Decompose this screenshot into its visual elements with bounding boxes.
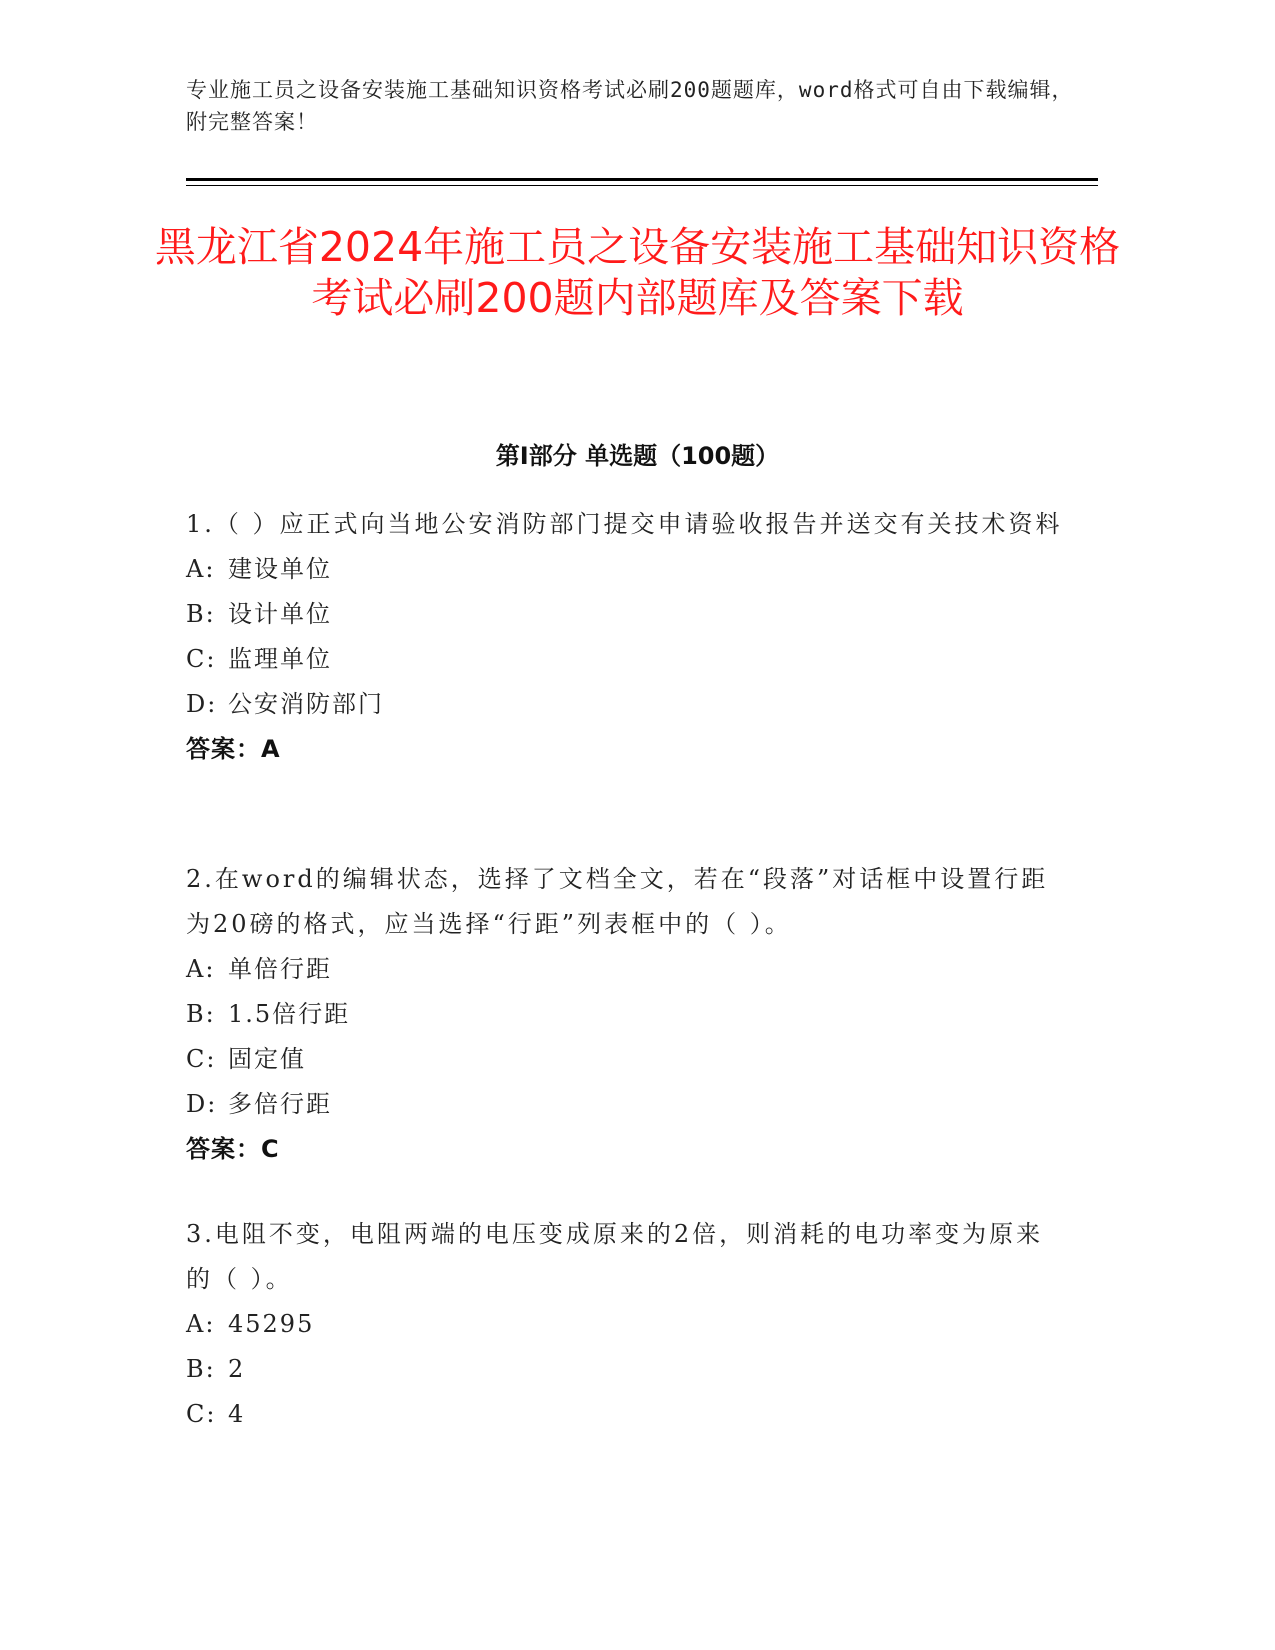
option-letter: D: [186, 690, 218, 718]
option-a [186, 947, 1066, 992]
option-c [186, 637, 1066, 682]
option-text: 多倍行距 [228, 1090, 332, 1118]
option-letter: A: [186, 955, 216, 983]
option-letter: D: [186, 1090, 218, 1118]
option-d [186, 682, 1066, 727]
option-text: 单倍行距 [228, 955, 332, 983]
option-a [186, 547, 1066, 592]
option-letter: B: [186, 1355, 216, 1383]
question-stem: 2.在word的编辑状态，选择了文档全文，若在“段落”对话框中设置行距为20磅的格式，应当选择“行距”列表框中的（ ）。 [186, 865, 1049, 938]
option-letter: C: [186, 1400, 217, 1428]
answer-line: 答案：A [186, 735, 281, 763]
option-b [186, 1347, 1066, 1392]
option-text: 公安消防部门 [228, 690, 384, 718]
option-d [186, 1082, 1066, 1127]
option-text: 监理单位 [228, 645, 332, 673]
option-b [186, 992, 1066, 1037]
option-letter: C: [186, 1045, 217, 1073]
option-text: 4 [228, 1400, 246, 1428]
header-rule-thin [186, 185, 1098, 186]
option-text: 固定值 [228, 1045, 306, 1073]
answer-line: 答案：C [186, 1135, 280, 1163]
option-letter: C: [186, 645, 217, 673]
question-3 [186, 1212, 1066, 1437]
option-text: 1.5倍行距 [228, 1000, 351, 1028]
option-letter: B: [186, 600, 216, 628]
option-b [186, 592, 1066, 637]
document-title: 黑龙江省2024年施工员之设备安装施工基础知识资格考试必刷200题内部题库及答案下载 [154, 223, 1121, 322]
option-text: 45295 [228, 1310, 315, 1338]
question-stem: 1.（ ）应正式向当地公安消防部门提交申请验收报告并送交有关技术资料 [186, 510, 1063, 538]
section-heading: 第I部分 单选题（100题） [495, 442, 780, 470]
option-letter: A: [186, 1310, 216, 1338]
option-c [186, 1037, 1066, 1082]
option-text: 2 [228, 1355, 246, 1383]
option-a [186, 1302, 1066, 1347]
option-text: 设计单位 [228, 600, 332, 628]
header-rule-thick [186, 178, 1098, 181]
option-letter: B: [186, 1000, 216, 1028]
question-stem: 3.电阻不变，电阻两端的电压变成原来的2倍，则消耗的电功率变为原来的（ ）。 [186, 1220, 1044, 1293]
question-1 [186, 502, 1066, 772]
question-2 [186, 857, 1066, 1172]
option-text: 建设单位 [228, 555, 332, 583]
header-note: 专业施工员之设备安装施工基础知识资格考试必刷200题题库，word格式可自由下载编辑，附完整答案！ [186, 78, 1074, 134]
option-c [186, 1392, 1066, 1437]
option-letter: A: [186, 555, 216, 583]
